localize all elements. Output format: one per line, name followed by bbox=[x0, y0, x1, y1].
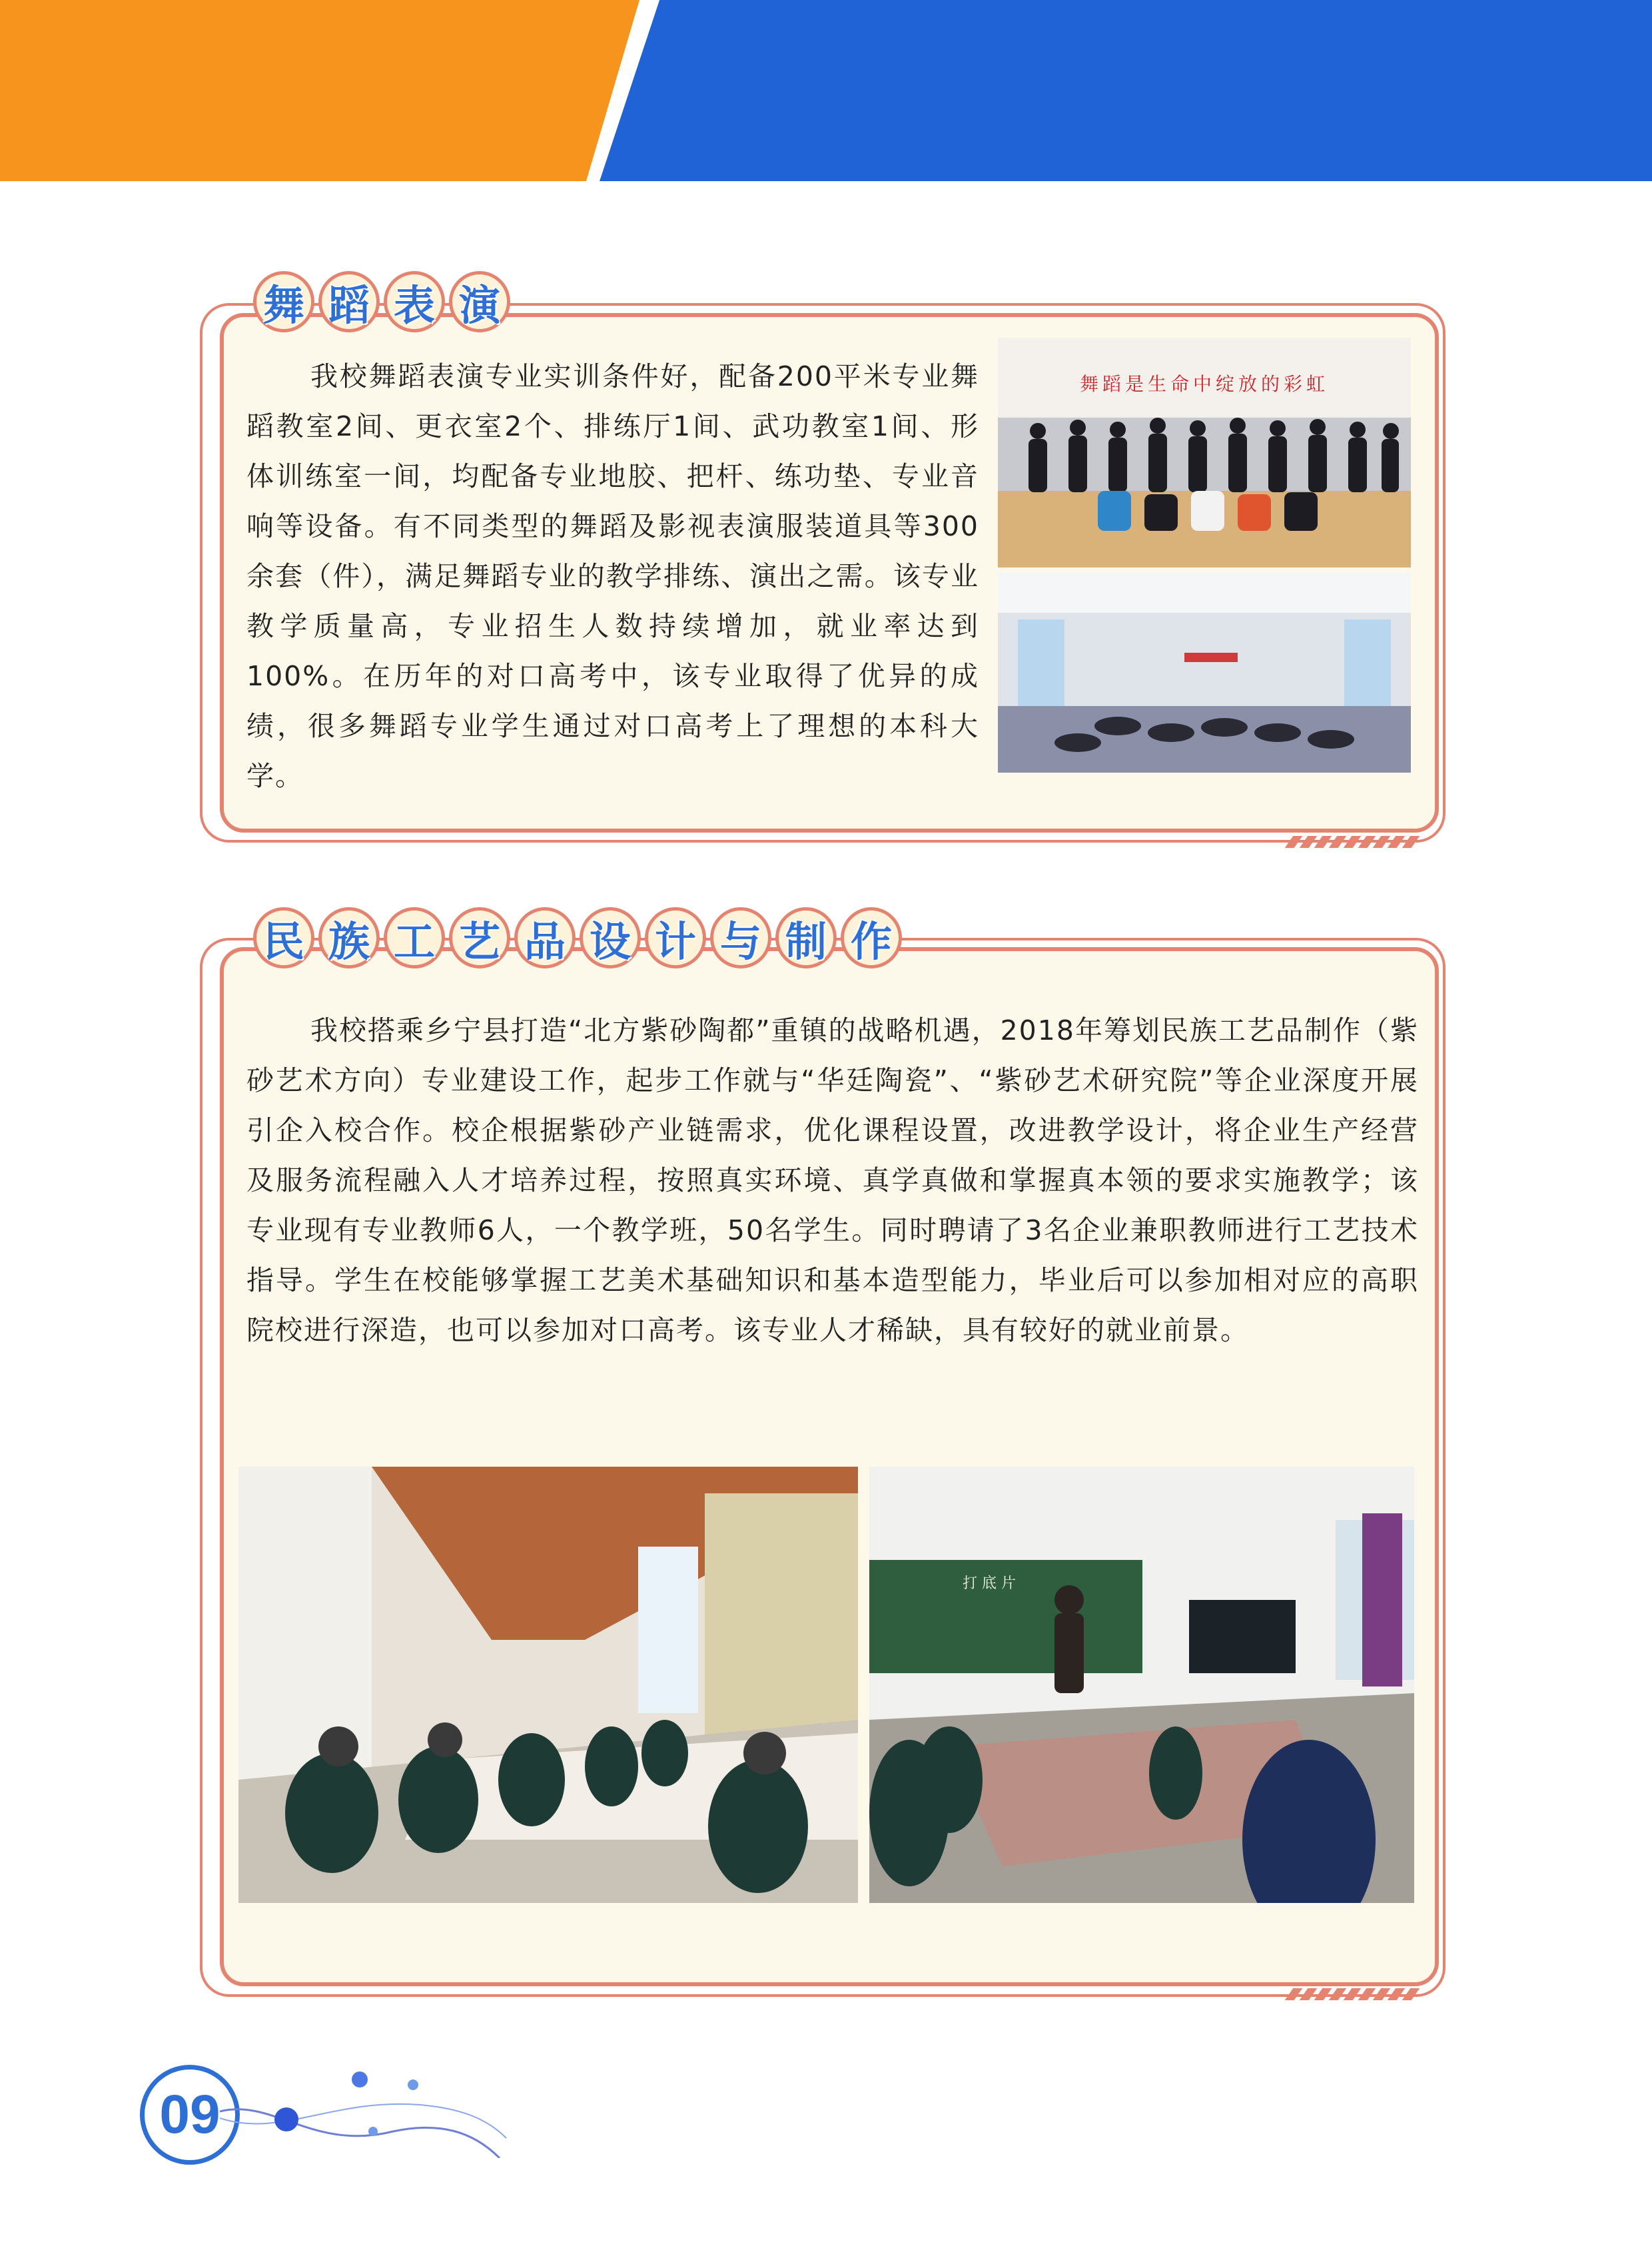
section-craft-title bbox=[253, 906, 902, 970]
pottery-teaching-photo bbox=[869, 1467, 1414, 1903]
title-char: 舞 bbox=[253, 271, 314, 332]
dance-photo-banner-text: 舞蹈是生命中绽放的彩虹 bbox=[1079, 373, 1329, 395]
page-number-text: 09 bbox=[159, 2084, 220, 2145]
section-craft-deco-stripes bbox=[1289, 1988, 1416, 2000]
section-dance-paragraph bbox=[246, 352, 979, 801]
title-char: 民 bbox=[253, 907, 314, 968]
section-dance-deco-stripes bbox=[1289, 836, 1416, 848]
title-chars bbox=[253, 271, 510, 332]
title-char: 制 bbox=[775, 907, 837, 968]
title-char: 演 bbox=[449, 271, 510, 332]
title-char: 艺 bbox=[449, 907, 510, 968]
section-dance-title bbox=[253, 270, 510, 334]
title-char: 计 bbox=[645, 907, 706, 968]
dance-paragraph-text: 我校舞蹈表演专业实训条件好，配备200平米专业舞蹈教室2间、更衣室2个、排练厅1间、武功教室1间、形体训练室一间，均配备专业地胶、把杆、练功垫、专业音响等设备。有不同类型的舞蹈及影视表演服装道具等300余套（件），满足舞蹈专业的教学排练、演出之需。该专业教学质量高，专业招生人数持续增加，就业率达到100%。在历年的对口高考中，该专业取得了优异的成绩，很多舞蹈专业学生通过对口高考上了理想的本科大学。 bbox=[246, 360, 979, 792]
title-chars bbox=[253, 907, 902, 968]
header-banner bbox=[0, 0, 1652, 181]
blackboard-text: 打 底 片 bbox=[963, 1575, 1016, 1592]
title-char: 蹈 bbox=[318, 271, 380, 332]
dance-group-photo bbox=[998, 338, 1411, 567]
title-char: 表 bbox=[384, 271, 445, 332]
section-craft-paragraph bbox=[246, 1006, 1419, 1355]
title-char: 设 bbox=[580, 907, 641, 968]
title-char: 与 bbox=[710, 907, 771, 968]
title-char: 品 bbox=[514, 907, 576, 968]
title-char: 族 bbox=[318, 907, 380, 968]
craft-paragraph-text: 我校搭乘乡宁县打造“北方紫砂陶都”重镇的战略机遇，2018年筹划民族工艺品制作（紫砂艺术方向）专业建设工作，起步工作就与“华廷陶瓷”、“紫砂艺术研究院”等企业深度开展引企入校合作。校企根据紫砂产业链需求，优化课程设置，改进教学设计，将企业生产经营及服务流程融入人才培养过程，按照真实环境、真学真做和掌握真本领的要求实施教学；该专业现有专业教师6人，一个教学班，50名学生。同时聘请了3名企业兼职教师进行工艺技术指导。学生在校能够掌握工艺美术基础知识和基本造型能力，毕业后可以参加相对应的高职院校进行深造，也可以参加对口高考。该专业人才稀缺，具有较好的就业前景。 bbox=[246, 1014, 1419, 1346]
pottery-classroom-photo bbox=[238, 1467, 858, 1903]
title-char: 作 bbox=[841, 907, 902, 968]
title-char: 工 bbox=[384, 907, 445, 968]
footer-swirl-decoration bbox=[220, 2058, 513, 2158]
dance-rehearsal-photo bbox=[998, 573, 1411, 773]
